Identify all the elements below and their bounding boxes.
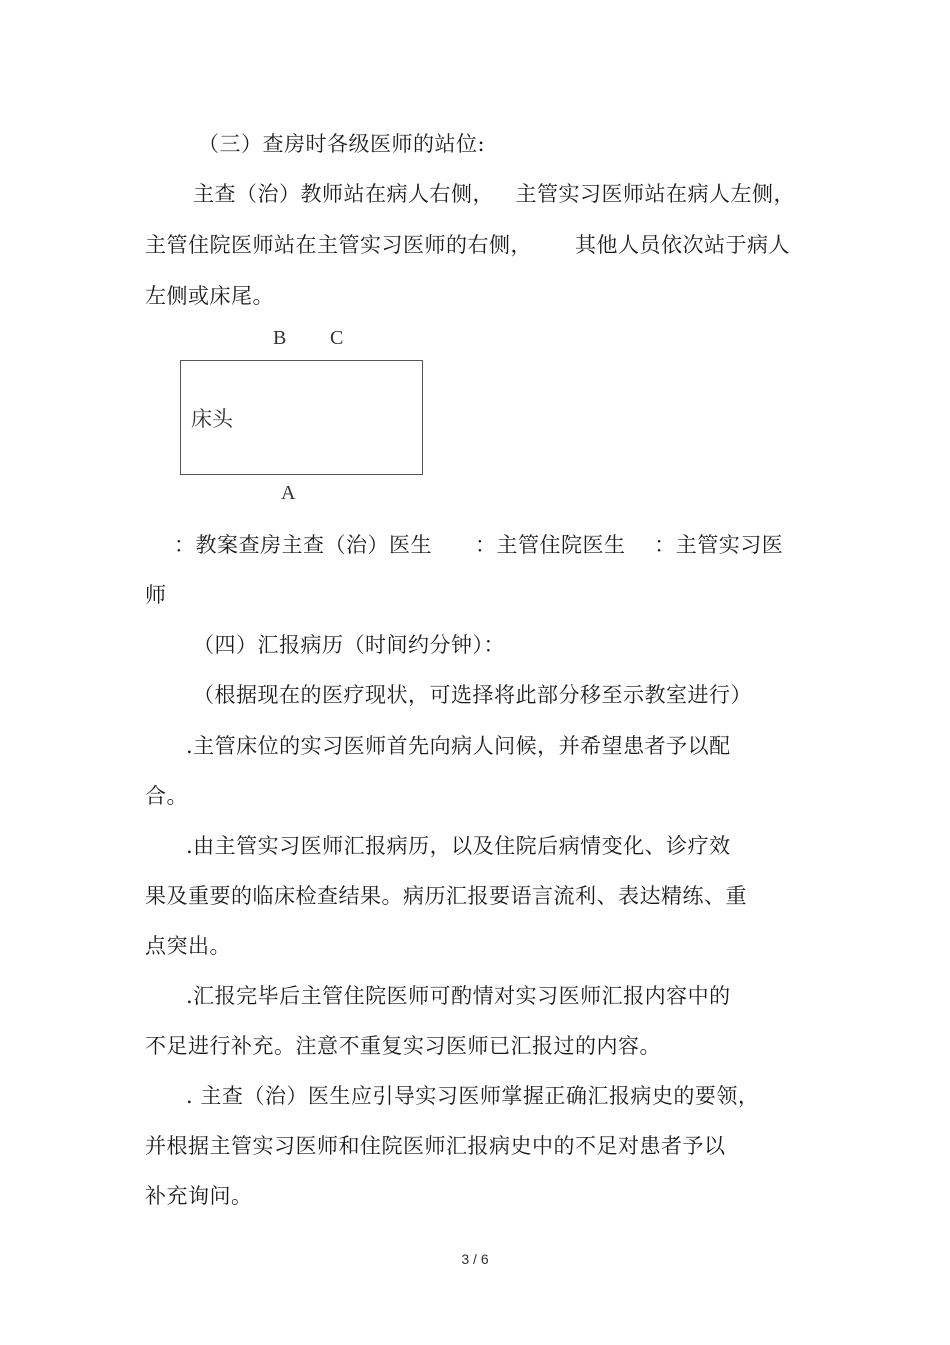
paragraph-line: 主管住院医师站在主管实习医师的右侧， 其他人员依次站于病人 <box>145 233 791 257</box>
section-heading: （三）查房时各级医师的站位: <box>198 132 486 156</box>
position-label-a: A <box>281 482 296 504</box>
list-item-line: 合。 <box>145 784 188 808</box>
legend-line: 师 <box>145 583 167 607</box>
list-item-line: 果及重要的临床检查结果。病历汇报要语言流利、表达精练、重 <box>145 884 747 908</box>
position-label-b: B <box>273 327 287 349</box>
list-item-line: 点突出。 <box>145 934 231 958</box>
paragraph-line: 左侧或床尾。 <box>145 284 274 308</box>
page-number: 3 / 6 <box>461 1251 489 1267</box>
bed-outline <box>180 360 423 475</box>
list-item-line: .主管床位的实习医师首先向病人问候，并希望患者予以配 <box>186 734 731 758</box>
legend-line: ：教案查房主查（治）医生 ：主管住院医生 ：主管实习医 <box>174 533 784 557</box>
section-heading: （四）汇报病历（时间约分钟）： <box>193 633 505 657</box>
list-item-line: 并根据主管实习医师和住院医师汇报病史中的不足对患者予以 <box>145 1134 726 1158</box>
note-line: （根据现在的医疗现状，可选择将此部分移至示教室进行） <box>193 683 752 707</box>
list-item-line: 不足进行补充。注意不重复实习医师已汇报过的内容。 <box>145 1034 661 1058</box>
bed-head-label: 床头 <box>191 407 233 431</box>
list-item-line: . 主查（治）医生应引导实习医师掌握正确汇报病史的要领， <box>186 1084 760 1108</box>
position-label-c: C <box>330 327 344 349</box>
list-item-line: 补充询问。 <box>145 1184 253 1208</box>
paragraph-line: 主查（治）教师站在病人右侧， 主管实习医师站在病人左侧， <box>193 182 796 206</box>
list-item-line: .由主管实习医师汇报病历，以及住院后病情变化、诊疗效 <box>186 834 731 858</box>
list-item-line: .汇报完毕后主管住院医师可酌情对实习医师汇报内容中的 <box>186 984 731 1008</box>
